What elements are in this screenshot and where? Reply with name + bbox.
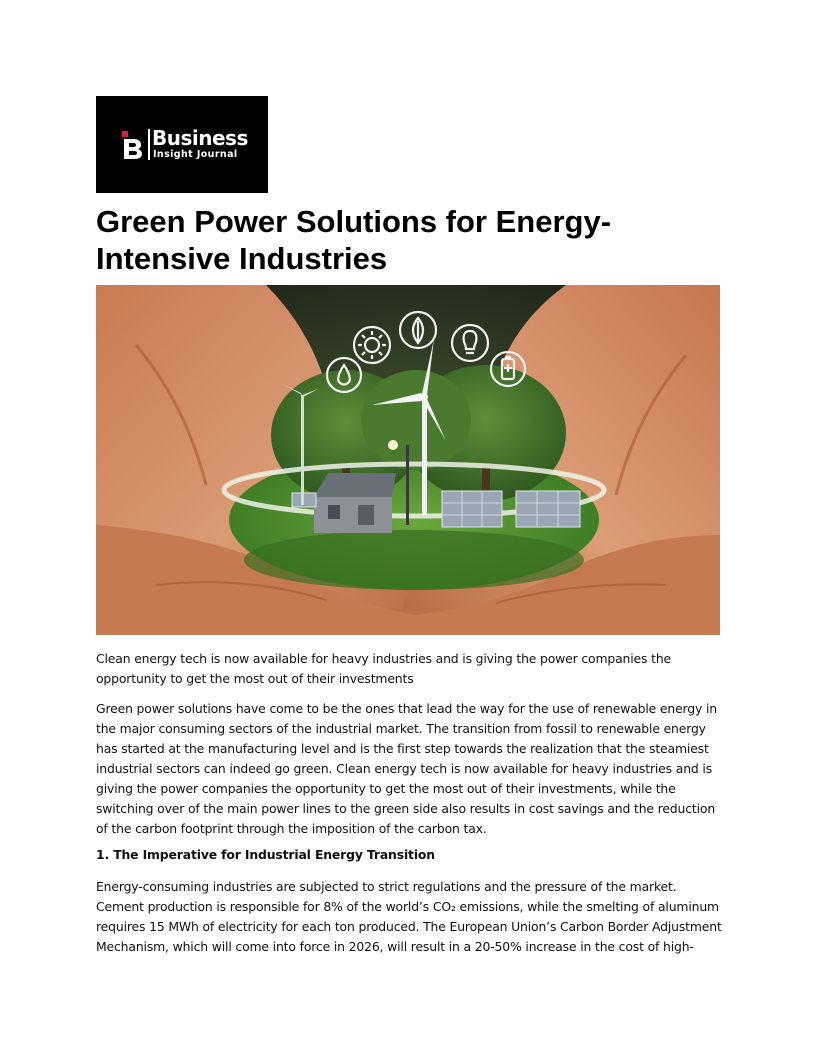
article-title: Green Power Solutions for Energy-Intensive Industries [96,204,612,276]
article-paragraph: Green power solutions have come to be the ones that lead the way for the use of renewable energy in the major consuming sectors of the industrial market. The transition from fossil to renewable energy has started at the manufacturing level and is the first step towards the realization that the steamiest industrial sectors can indeed go green. Clean energy tech is now available for heavy industries and is giving the power companies the opportunity to get the most out of their investments, while the switching over of the main power lines to the green side also results in cost savings and the reduction of the carbon footprint through the imposition of the carbon tax. [96,701,717,836]
brand-tagline: Insight Journal [153,149,238,160]
brand-mark-icon [122,131,144,159]
article-lede: Clean energy tech is now available for heavy industries and is giving the power companies the opportunity to get the most out of their investments [96,651,671,686]
brand-name: Business [152,126,248,150]
brand-logo[interactable] [96,96,268,193]
section-heading: 1. The Imperative for Industrial Energy Transition [96,847,435,862]
brand-divider [148,129,150,160]
hero-image [96,285,720,635]
section-paragraph: Energy-consuming industries are subjected to strict regulations and the pressure of the market. Cement production is responsible for 8% of the world’s CO₂ emissions, while the smelting of aluminum requires 15 MWh of electricity for each ton produced. The European Union’s Carbon Border Adjustment Mechanism, which will come into force in 2026, will result in a 20-50% increase in the cost of high- [96,879,722,954]
